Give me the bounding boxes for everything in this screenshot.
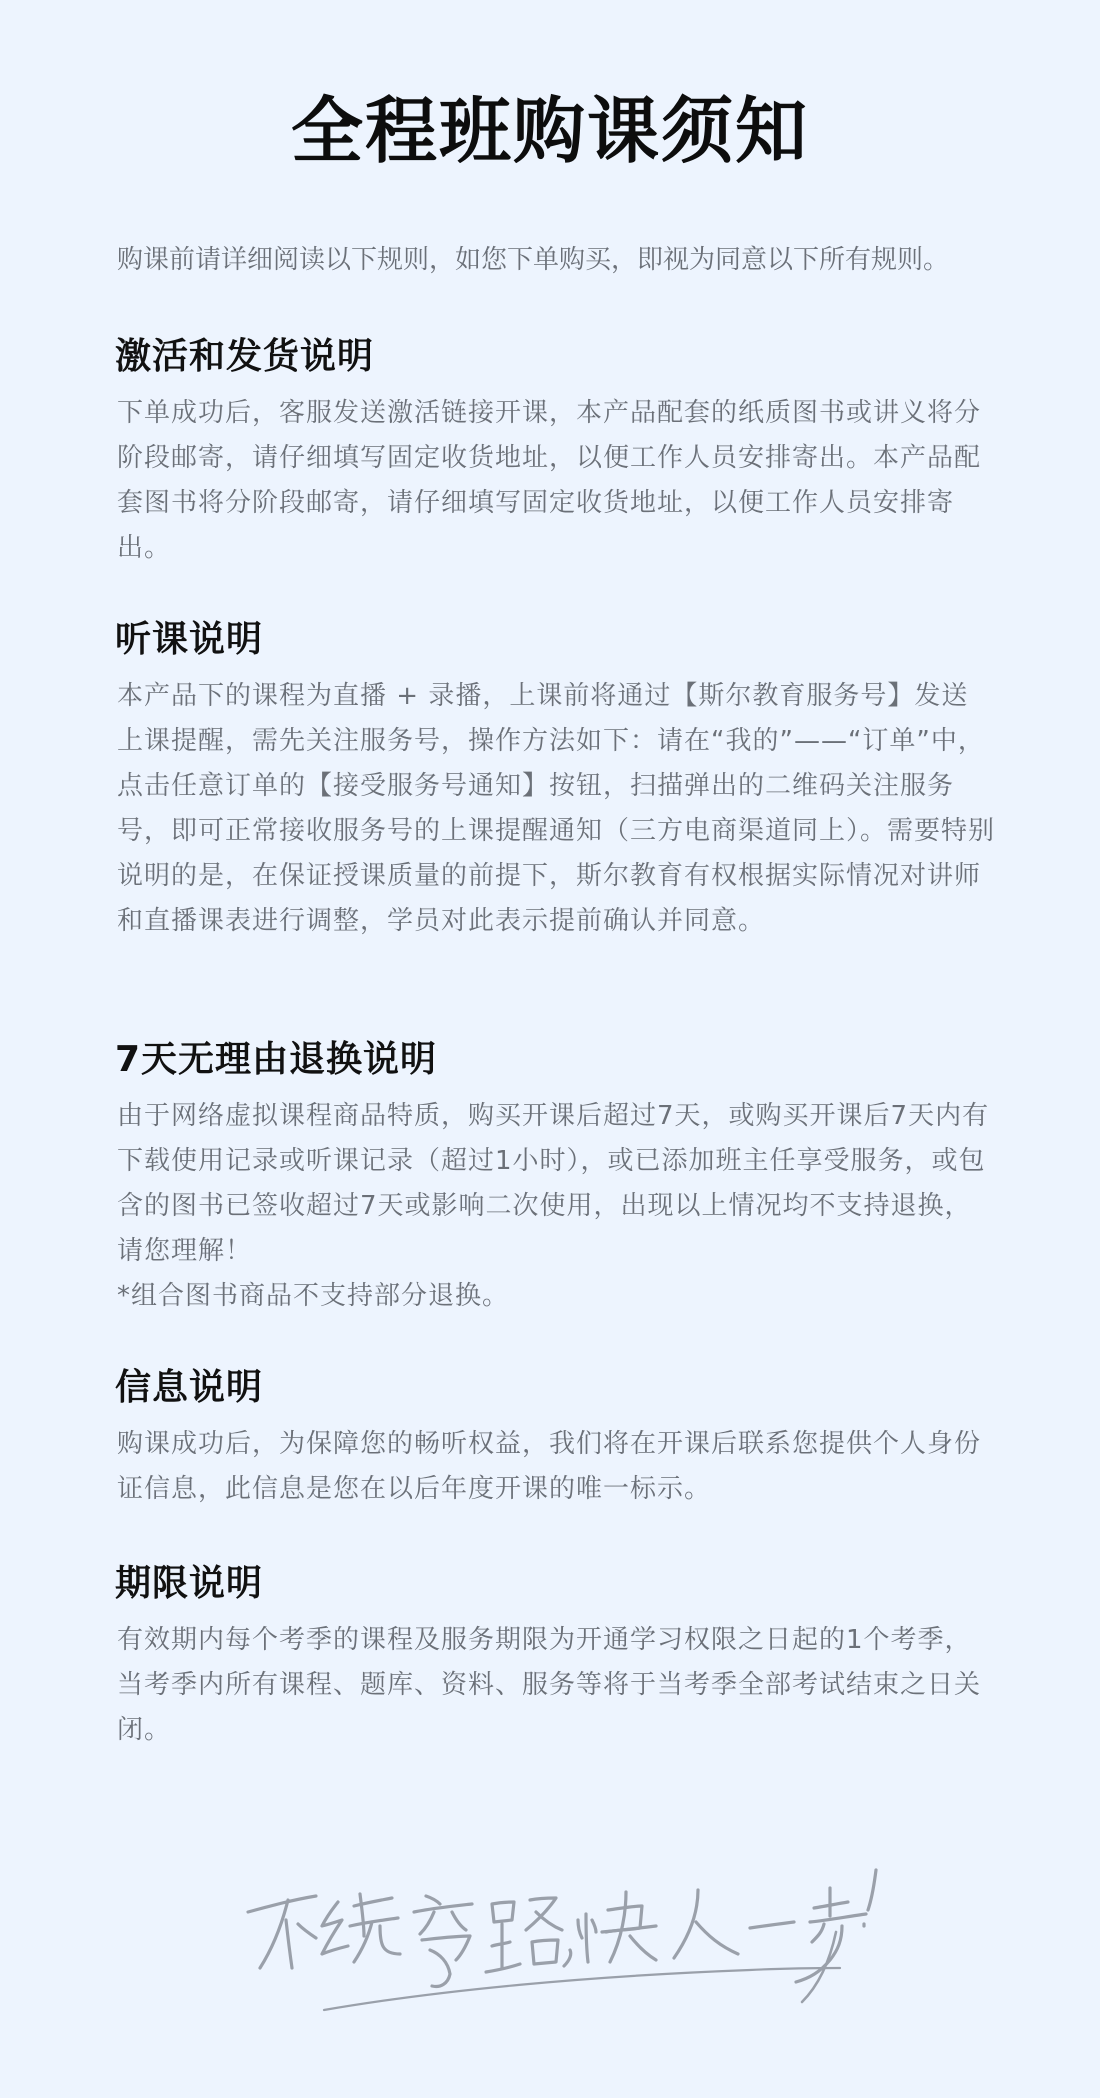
section-body — [117, 674, 995, 944]
section-information — [115, 1360, 995, 1512]
section-validity-period — [115, 1556, 995, 1753]
section-heading: 激活和发货说明 — [115, 336, 375, 377]
page-title: 全程班购课须知 — [290, 89, 809, 173]
section-activation-shipping — [115, 329, 995, 571]
section-heading: 7天无理由退换说明 — [115, 1039, 438, 1080]
section-paragraph: 购课成功后，为保障您的畅听权益，我们将在开课后联系您提供个人身份证信息，此信息是您在以后年度开课的唯一标示。 — [117, 1429, 982, 1504]
section-body — [117, 1422, 995, 1512]
section-paragraph: 本产品下的课程为直播 + 录播，上课前将通过【斯尔教育服务号】发送上课提醒，需先关注服务号，操作方法如下：请在“我的”——“订单”中，点击任意订单的【接受服务号通知】按钮，扫描弹出的二维码关注服务号，即可正常接收服务号的上课提醒通知（三方电商渠道同上）。需要特别说明的是，在保证授课质量的前提下，斯尔教育有权根据实际情况对讲师和直播课表进行调整，学员对此表示提前确认并同意。 — [117, 681, 996, 936]
section-paragraph: 下单成功后，客服发送激活链接开课，本产品配套的纸质图书或讲义将分阶段邮寄，请仔细填写固定收货地址，以便工作人员安排寄出。本产品配套图书将分阶段邮寄，请仔细填写固定收货地址，以便工作人员安排寄出。 — [117, 398, 982, 563]
section-body — [117, 391, 995, 571]
section-paragraph: 有效期内每个考季的课程及服务期限为开通学习权限之日起的1个考季，当考季内所有课程、题库、资料、服务等将于当考季全部考试结束之日关闭。 — [117, 1625, 982, 1745]
section-body — [117, 1618, 995, 1753]
section-listening — [115, 612, 995, 944]
section-heading: 听课说明 — [115, 619, 264, 660]
handwritten-slogan-signature — [230, 1850, 880, 2020]
section-heading: 信息说明 — [115, 1367, 264, 1408]
section-heading: 期限说明 — [115, 1563, 264, 1604]
intro-text: 购课前请详细阅读以下规则，如您下单购买，即视为同意以下所有规则。 — [117, 245, 950, 275]
section-refund — [115, 1032, 995, 1319]
section-note: *组合图书商品不支持部分退换。 — [117, 1281, 510, 1311]
section-paragraph: 由于网络虚拟课程商品特质，购买开课后超过7天，或购买开课后7天内有下载使用记录或听课记录（超过1小时），或已添加班主任享受服务，或包含的图书已签收超过7天或影响二次使用，出现以上情况均不支持退换，请您理解！ — [117, 1101, 990, 1266]
section-body — [117, 1094, 995, 1319]
